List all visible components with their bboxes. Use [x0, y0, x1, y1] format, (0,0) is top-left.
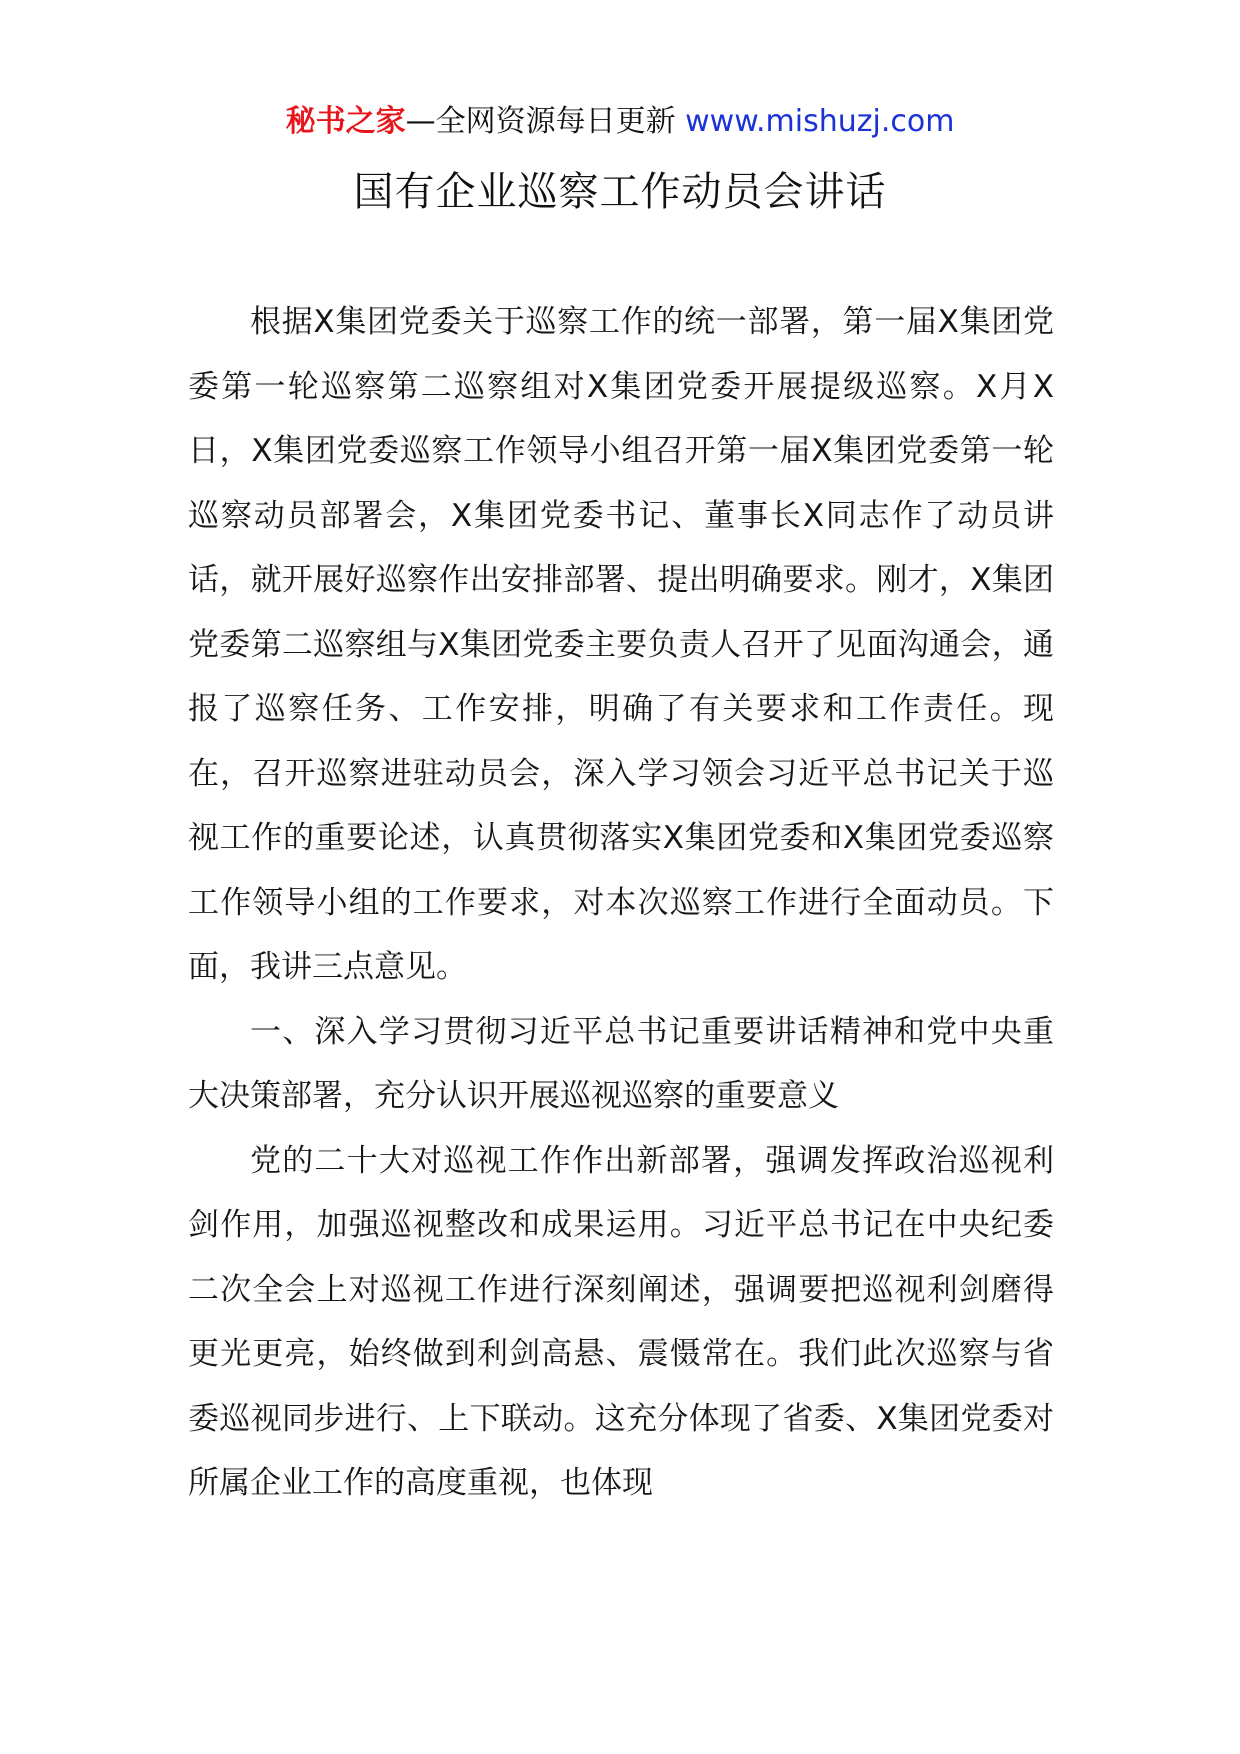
banner-tagline: —全网资源每日更新 [405, 104, 686, 139]
paragraph-intro: 根据X集团党委关于巡察工作的统一部署，第一届X集团党委第一轮巡察第二巡察组对X集团党委开展提级巡察。X月X日，X集团党委巡察工作领导小组召开第一届X集团党委第一轮巡察动员部署会，X集团党委书记、董事长X同志作了动员讲话，就开展好巡察作出安排部署、提出明确要求。刚才，X集团党委第二巡察组与X集团党委主要负责人召开了见面沟通会，通报了巡察任务、工作安排，明确了有关要求和工作责任。现在，召开巡察进驻动员会，深入学习领会习近平总书记关于巡视工作的重要论述，认真贯彻落实X集团党委和X集团党委巡察工作领导小组的工作要求，对本次巡察工作进行全面动员。下面，我讲三点意见。 [188, 304, 1054, 985]
brand-name: 秘书之家 [285, 104, 406, 139]
paragraph-section-one: 党的二十大对巡视工作作出新部署，强调发挥政治巡视利剑作用，加强巡视整改和成果运用。习近平总书记在中央纪委二次全会上对巡视工作进行深刻阐述，强调要把巡视利剑磨得更光更亮，始终做到利剑高悬、震慑常在。我们此次巡察与省委巡视同步进行、上下联动。这充分体现了省委、X集团党委对所属企业工作的高度重视，也体现 [188, 1142, 1054, 1501]
document-body [188, 290, 1054, 1516]
website-link[interactable]: www.mishuzj.com [685, 104, 955, 139]
section-heading-one: 一、深入学习贯彻习近平总书记重要讲话精神和党中央重大决策部署，充分认识开展巡视巡察的重要意义 [188, 1013, 1054, 1114]
document-title: 国有企业巡察工作动员会讲话 [353, 169, 887, 215]
source-banner [0, 102, 1240, 142]
